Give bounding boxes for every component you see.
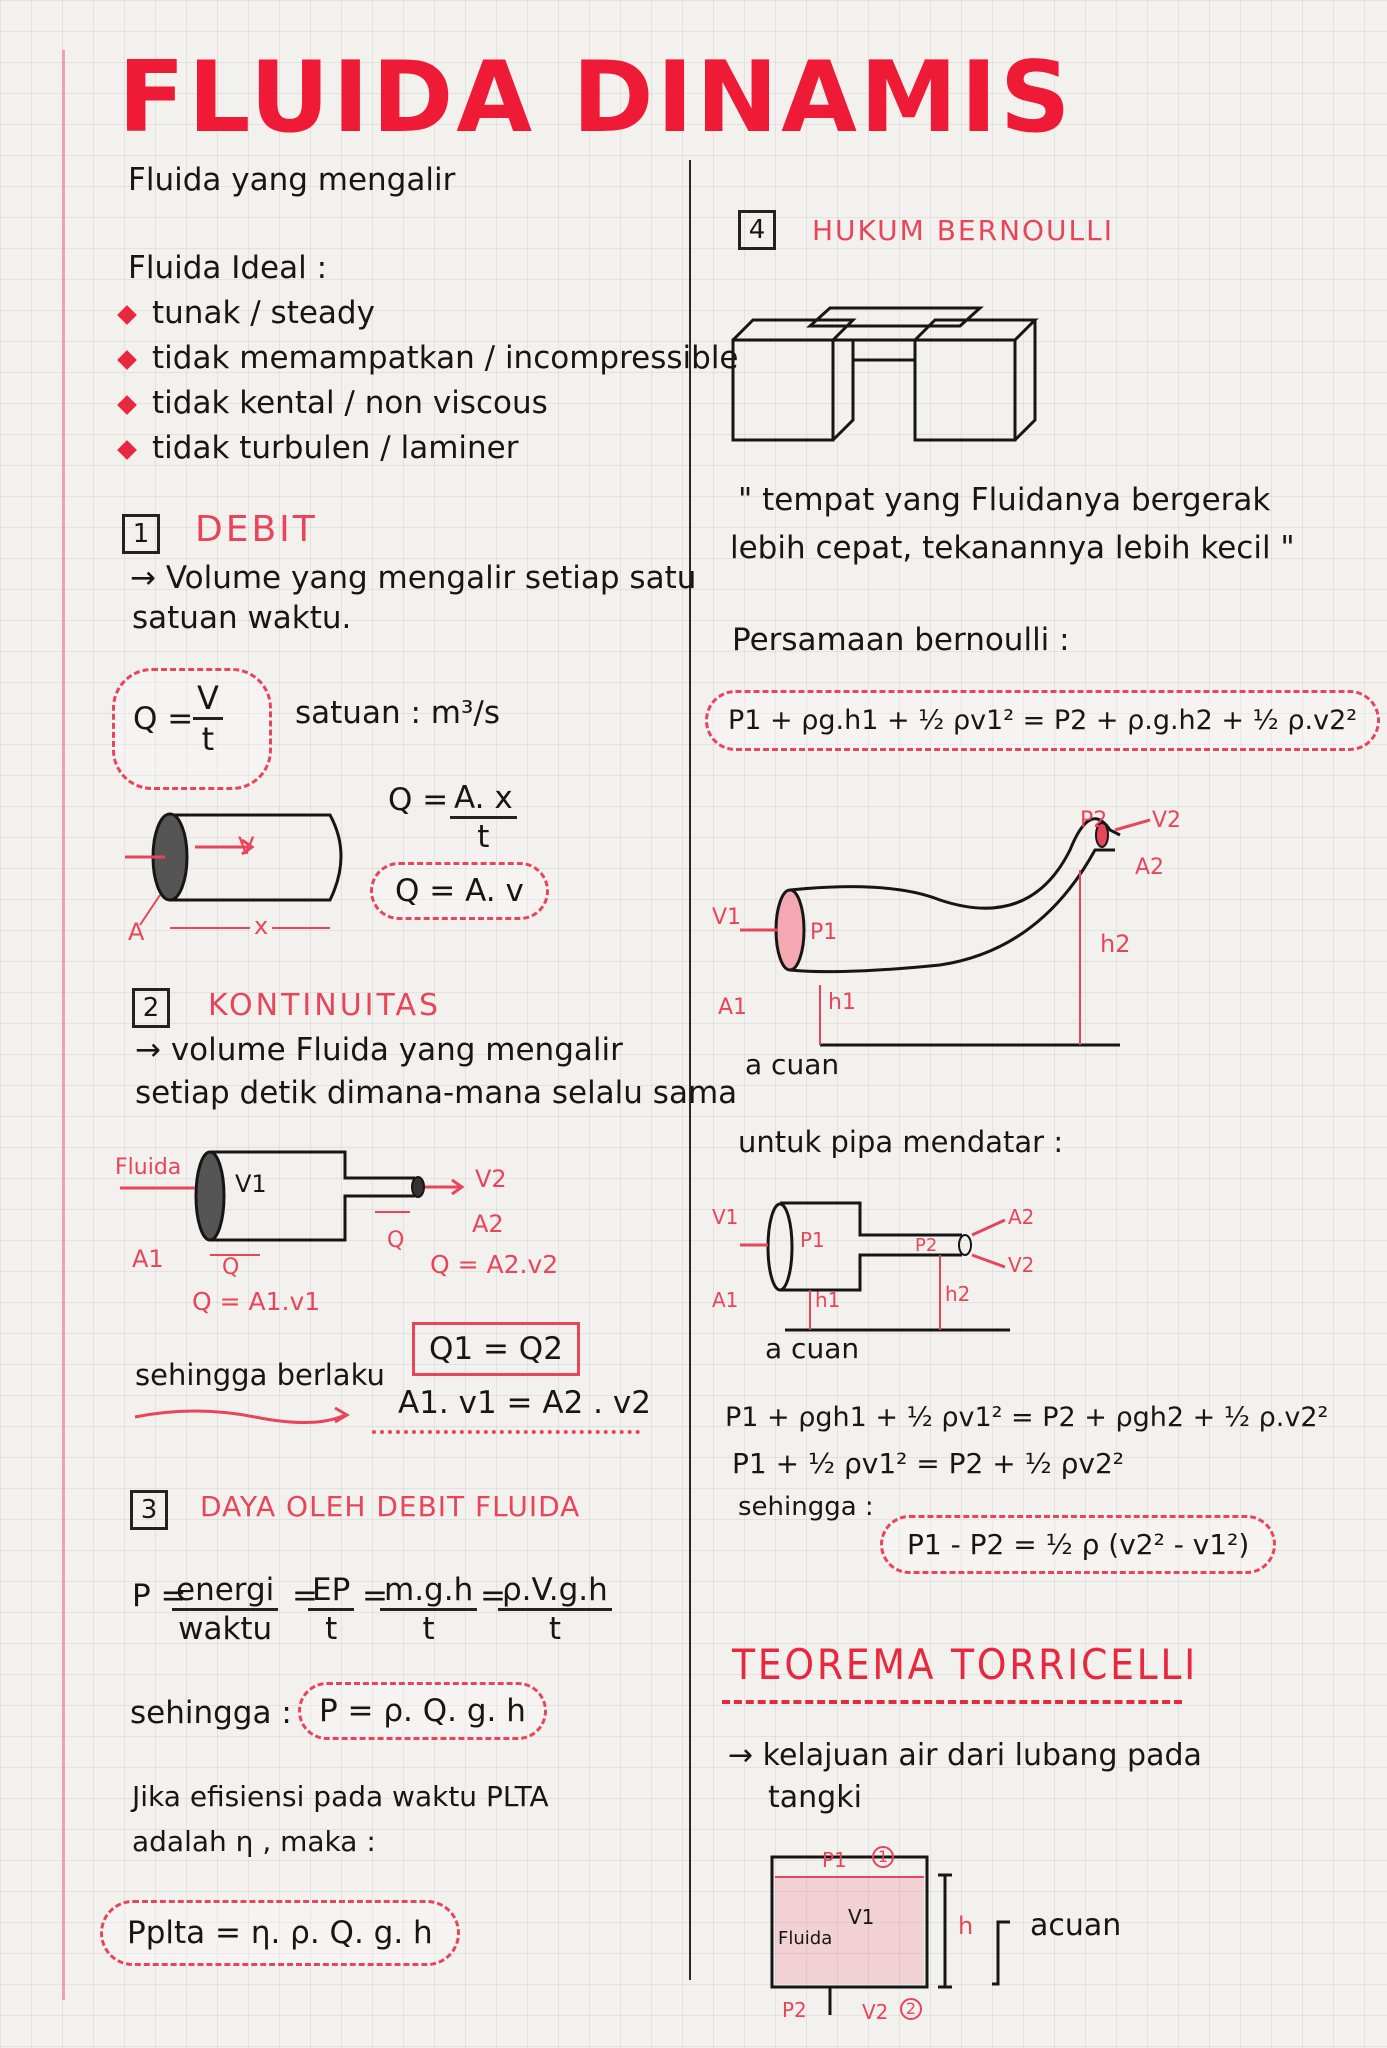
section-number: 4	[738, 210, 776, 250]
label-v1: V1	[712, 1205, 739, 1229]
efisiensi-text: Jika efisiensi pada waktu PLTA	[132, 1780, 549, 1813]
formula-fraction: $\frac{\rho.V.g.h}{t}$	[498, 1572, 612, 1647]
kontinuitas-desc: setiap detik dimana-mana selalu sama	[135, 1075, 738, 1111]
bernoulli-eq1: P1 + ρgh1 + ½ ρv1² = P2 + ρgh2 + ½ ρ.v2²	[725, 1402, 1329, 1433]
bernoulli-result-cloud: P1 - P2 = ½ ρ (v2² - v1²)	[880, 1515, 1276, 1574]
section-title-torricelli: TEOREMA TORRICELLI	[732, 1640, 1199, 1689]
label-p1: P1	[810, 920, 838, 945]
label-v2: V2	[1008, 1253, 1035, 1277]
label-v1: V1	[848, 1905, 875, 1929]
formula-lhs: Q =	[388, 782, 449, 818]
torricelli-desc: tangki	[768, 1780, 862, 1815]
label-h1: h1	[828, 990, 856, 1015]
ideal-item: tidak memampatkan / incompressible	[120, 340, 739, 377]
label-a2: A2	[1008, 1205, 1035, 1229]
kontinuitas-box: Q1 = Q2	[412, 1322, 580, 1376]
label-h2: h2	[945, 1282, 971, 1306]
label-h1: h1	[815, 1288, 841, 1312]
bernoulli-equation-cloud: P1 + ρg.h1 + ½ ρv1² = P2 + ρ.g.h2 + ½ ρ.v2²	[705, 690, 1380, 751]
formula-fraction: energi waktu	[172, 1572, 278, 1647]
label-v2: V2	[862, 2000, 889, 2024]
eq-q1: Q = A1.v1	[192, 1287, 321, 1316]
daya-sehingga: sehingga :	[130, 1695, 292, 1731]
equals-sign: =	[362, 1578, 388, 1614]
formula-fraction: $\frac{V}{t}$	[193, 679, 223, 758]
label-a1: A1	[712, 1288, 739, 1312]
bernoulli-boxes-diagram	[730, 300, 1060, 450]
label-acuan: a cuan	[745, 1048, 840, 1081]
equals-sign: =	[292, 1578, 318, 1614]
bullet-icon	[117, 395, 137, 415]
debit-desc: satuan waktu.	[132, 600, 352, 636]
section-title-bernoulli: HUKUM BERNOULLI	[812, 214, 1115, 247]
label-v2: V2	[475, 1165, 507, 1193]
debit-result-cloud: Q = A. v	[370, 862, 549, 920]
point-1-icon: 1	[872, 1846, 894, 1868]
label-v1: V1	[235, 1170, 267, 1198]
bernoulli-persamaan: Persamaan bernoulli :	[732, 622, 1070, 658]
efisiensi-text: adalah η , maka :	[132, 1825, 376, 1858]
label-q2: Q	[387, 1228, 405, 1253]
section-title-debit: DEBIT	[195, 509, 318, 550]
label-p2: P2	[1080, 808, 1108, 833]
ideal-item: tidak turbulen / laminer	[120, 430, 519, 467]
label-fluida: Fluida	[778, 1928, 833, 1949]
label-q1: Q	[222, 1255, 240, 1280]
formula-fraction: $\frac{A. x}{t}$	[450, 780, 517, 855]
arrow-icon	[135, 1405, 355, 1425]
acuan-bracket-icon	[992, 1918, 1012, 1990]
ideal-heading: Fluida Ideal :	[128, 250, 328, 286]
label-p2: P2	[782, 1998, 807, 2022]
label-fluida: Fluida	[115, 1155, 182, 1180]
bernoulli-quote: " tempat yang Fluidanya bergerak	[738, 482, 1271, 518]
label-a2: A2	[472, 1210, 504, 1238]
dashed-underline	[722, 1700, 1182, 1704]
kontinuitas-desc: → volume Fluida yang mengalir	[135, 1032, 623, 1068]
ideal-item: tidak kental / non viscous	[120, 385, 548, 422]
column-divider	[689, 160, 691, 1980]
section-title-daya: DAYA OLEH DEBIT FLUIDA	[200, 1490, 581, 1523]
label-p1: P1	[822, 1848, 847, 1872]
ideal-item: tunak / steady	[120, 295, 375, 332]
label-a: A	[128, 918, 145, 946]
bullet-icon	[117, 350, 137, 370]
label-acuan: acuan	[1030, 1908, 1122, 1943]
daya-cloud: P = ρ. Q. g. h	[298, 1682, 547, 1740]
equals-sign: =	[480, 1578, 506, 1614]
torricelli-desc: → kelajuan air dari lubang pada	[728, 1738, 1202, 1773]
label-a1: A1	[718, 995, 748, 1020]
eq-q2: Q = A2.v2	[430, 1250, 559, 1279]
section-number: 2	[132, 988, 170, 1028]
wavy-underline	[372, 1430, 640, 1434]
bernoulli-sehingga: sehingga :	[738, 1492, 874, 1522]
formula-lhs: Q =	[133, 701, 194, 737]
section-title-kontinuitas: KONTINUITAS	[208, 988, 442, 1023]
point-2-icon: 2	[900, 1998, 922, 2020]
section-number: 1	[122, 514, 160, 554]
pipe-diagram-debit	[120, 800, 360, 940]
kontinuitas-result: A1. v1 = A2 . v2	[398, 1385, 651, 1421]
label-a1: A1	[132, 1245, 164, 1273]
debit-satuan: satuan : m³/s	[295, 695, 500, 731]
kontinuitas-sehingga: sehingga berlaku	[135, 1358, 385, 1392]
label-acuan: a cuan	[765, 1332, 860, 1365]
debit-formula-cloud	[112, 668, 272, 790]
label-v: V	[238, 832, 255, 860]
bernoulli-eq2: P1 + ½ ρv1² = P2 + ½ ρv2²	[732, 1447, 1125, 1480]
section-number: 3	[130, 1490, 168, 1530]
label-p1: P1	[800, 1228, 825, 1252]
formula-fraction: $\frac{m.g.h}{t}$	[380, 1572, 477, 1647]
label-p2: P2	[915, 1235, 938, 1256]
label-h: h	[958, 1912, 974, 1940]
margin-line	[62, 50, 65, 2000]
subtitle: Fluida yang mengalir	[128, 162, 456, 198]
label-a2: A2	[1135, 855, 1165, 880]
label-h2: h2	[1100, 930, 1131, 958]
daya-p-lhs: P =	[132, 1578, 187, 1614]
label-v1: V1	[712, 905, 742, 930]
formula-fraction: $\frac{EP}{t}$	[308, 1572, 354, 1647]
plta-cloud: Pplta = η. ρ. Q. g. h	[100, 1900, 460, 1966]
debit-desc: → Volume yang mengalir setiap satu	[130, 560, 697, 596]
bernoulli-quote: lebih cepat, tekanannya lebih kecil "	[730, 530, 1295, 566]
page-title: FLUIDA DINAMIS	[118, 41, 1074, 155]
bernoulli-mendatar: untuk pipa mendatar :	[738, 1125, 1064, 1159]
bullet-icon	[117, 305, 137, 325]
bullet-icon	[117, 440, 137, 460]
label-x: x	[250, 912, 272, 941]
label-v2: V2	[1152, 808, 1182, 833]
